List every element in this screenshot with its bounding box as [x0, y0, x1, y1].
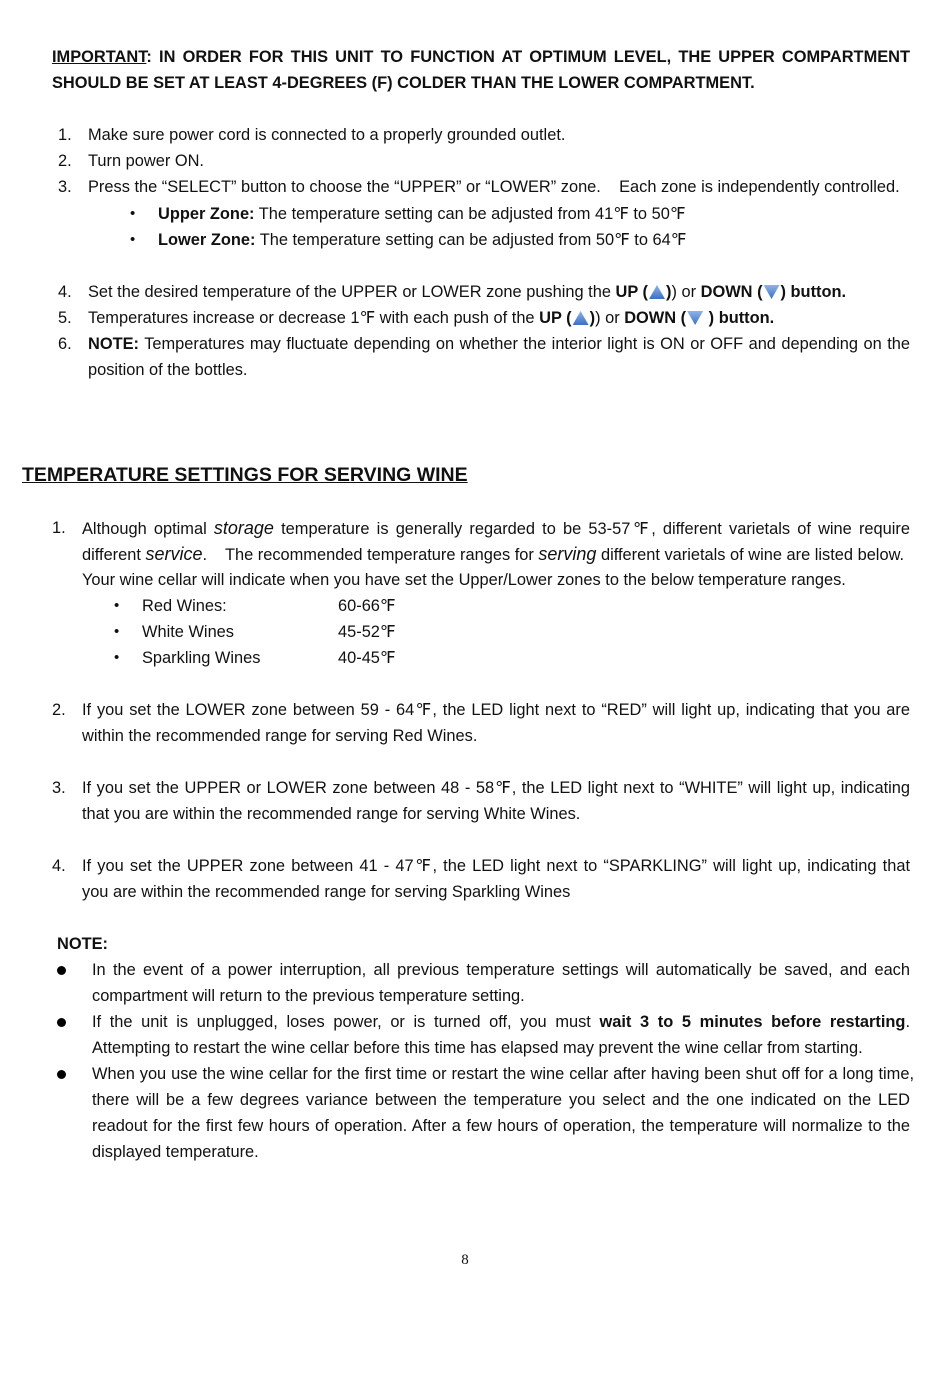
- step-number: 6.: [58, 335, 72, 353]
- important-line-2: SHOULD BE SET AT LEAST 4-DEGREES (F) COLDER THAN THE LOWER COMPARTMENT.: [52, 74, 755, 92]
- bullet-dot: [57, 1018, 66, 1027]
- bullet: •: [114, 597, 120, 614]
- note-2-line-1: If the unit is unplugged, loses power, or is turned off, you must wait 3 to 5 minutes before restarting.: [92, 1013, 911, 1031]
- note-3-line-4: displayed temperature.: [92, 1143, 259, 1161]
- up-triangle-icon: [649, 285, 665, 299]
- serving-p2-line-1: If you set the LOWER zone between 59 - 64℉, the LED light next to “RED” will light up, indicating that you are: [82, 701, 910, 719]
- bullet-dot: [57, 966, 66, 975]
- serving-p2-line-2: within the recommended range for serving Red Wines.: [82, 727, 478, 745]
- serving-p4-line-1: If you set the UPPER zone between 41 - 47℉, the LED light next to “SPARKLING” will light up, indicating that: [82, 857, 910, 875]
- para-number: 4.: [52, 857, 66, 875]
- step-2-text: Turn power ON.: [88, 152, 204, 170]
- note-1-line-1: In the event of a power interruption, all previous temperature settings will automatically be saved, and each: [92, 961, 910, 979]
- wine-range: 40-45℉: [338, 649, 396, 667]
- para-number: 1.: [52, 519, 66, 537]
- serving-p1-line-1: Although optimal storage temperature is generally regarded to be 53-57℉, different varietals of wine require: [82, 518, 910, 538]
- step-4-text: Set the desired temperature of the UPPER or LOWER zone pushing the UP ( )) or DOWN ( ) button.: [88, 283, 847, 301]
- step-number: 2.: [58, 152, 72, 170]
- serving-p3-line-2: that you are within the recommended range for serving White Wines.: [82, 805, 581, 823]
- important-line-1: IMPORTANT: IN ORDER FOR THIS UNIT TO FUNCTION AT OPTIMUM LEVEL, THE UPPER COMPARTMENT: [52, 48, 910, 66]
- upper-zone-item: Upper Zone: The temperature setting can be adjusted from 41℉ to 50℉: [158, 205, 686, 223]
- step-number: 4.: [58, 283, 72, 301]
- step-5-text: Temperatures increase or decrease 1℉ with each push of the UP ( )) or DOWN ( ) button.: [88, 309, 775, 327]
- step-3-text: Press the “SELECT” button to choose the “UPPER” or “LOWER” zone. Each zone is independently controlled.: [88, 178, 900, 196]
- step-6-line-2: position of the bottles.: [88, 361, 248, 379]
- bullet-dot: [57, 1070, 66, 1079]
- wine-range: 45-52℉: [338, 623, 396, 641]
- serving-p3-line-1: If you set the UPPER or LOWER zone between 48 - 58℉, the LED light next to “WHITE” will light up, indicating: [82, 779, 910, 797]
- para-number: 3.: [52, 779, 66, 797]
- down-triangle-icon: [764, 285, 780, 299]
- up-triangle-icon: [573, 311, 589, 325]
- serving-p4-line-2: you are within the recommended range for serving Sparkling Wines: [82, 883, 571, 901]
- bullet: •: [130, 205, 136, 222]
- note-3-line-3: readout for the first few hours of operation. After a few hours of operation, the temperature will normalize to the: [92, 1117, 910, 1135]
- note-1-line-2: compartment will return to the previous temperature setting.: [92, 987, 525, 1005]
- page-number: 8: [461, 1252, 469, 1268]
- serving-p1-line-3: Your wine cellar will indicate when you have set the Upper/Lower zones to the below temperature ranges.: [82, 571, 846, 589]
- note-3-line-1: When you use the wine cellar for the first time or restart the wine cellar after having been shut off for a long time,: [92, 1065, 914, 1083]
- para-number: 2.: [52, 701, 66, 719]
- step-6-line-1: NOTE: Temperatures may fluctuate depending on whether the interior light is ON or OFF and depending on the: [88, 335, 910, 353]
- note-3-line-2: there will be a few degrees variance between the temperature you select and the one indicated on the LED: [92, 1091, 910, 1109]
- step-number: 3.: [58, 178, 72, 196]
- note-label: NOTE:: [57, 935, 108, 953]
- down-triangle-icon: [687, 311, 703, 325]
- note-2-line-2: Attempting to restart the wine cellar before this time has elapsed may prevent the wine cellar from starting.: [92, 1039, 863, 1057]
- wine-name: White Wines: [142, 623, 234, 641]
- important-label: IMPORTANT: [52, 48, 147, 66]
- bullet: •: [114, 623, 120, 640]
- step-number: 1.: [58, 126, 72, 144]
- wine-name: Sparkling Wines: [142, 649, 261, 667]
- wine-range: 60-66℉: [338, 597, 396, 615]
- bullet: •: [114, 649, 120, 666]
- step-1-text: Make sure power cord is connected to a properly grounded outlet.: [88, 126, 566, 144]
- wine-name: Red Wines:: [142, 597, 227, 615]
- serving-p1-line-2: different service. The recommended temperature ranges for serving different varietals of wine are listed below.: [82, 544, 905, 564]
- section-heading: TEMPERATURE SETTINGS FOR SERVING WINE: [22, 464, 468, 486]
- bullet: •: [130, 231, 136, 248]
- step-number: 5.: [58, 309, 72, 327]
- lower-zone-item: Lower Zone: The temperature setting can be adjusted from 50℉ to 64℉: [158, 231, 687, 249]
